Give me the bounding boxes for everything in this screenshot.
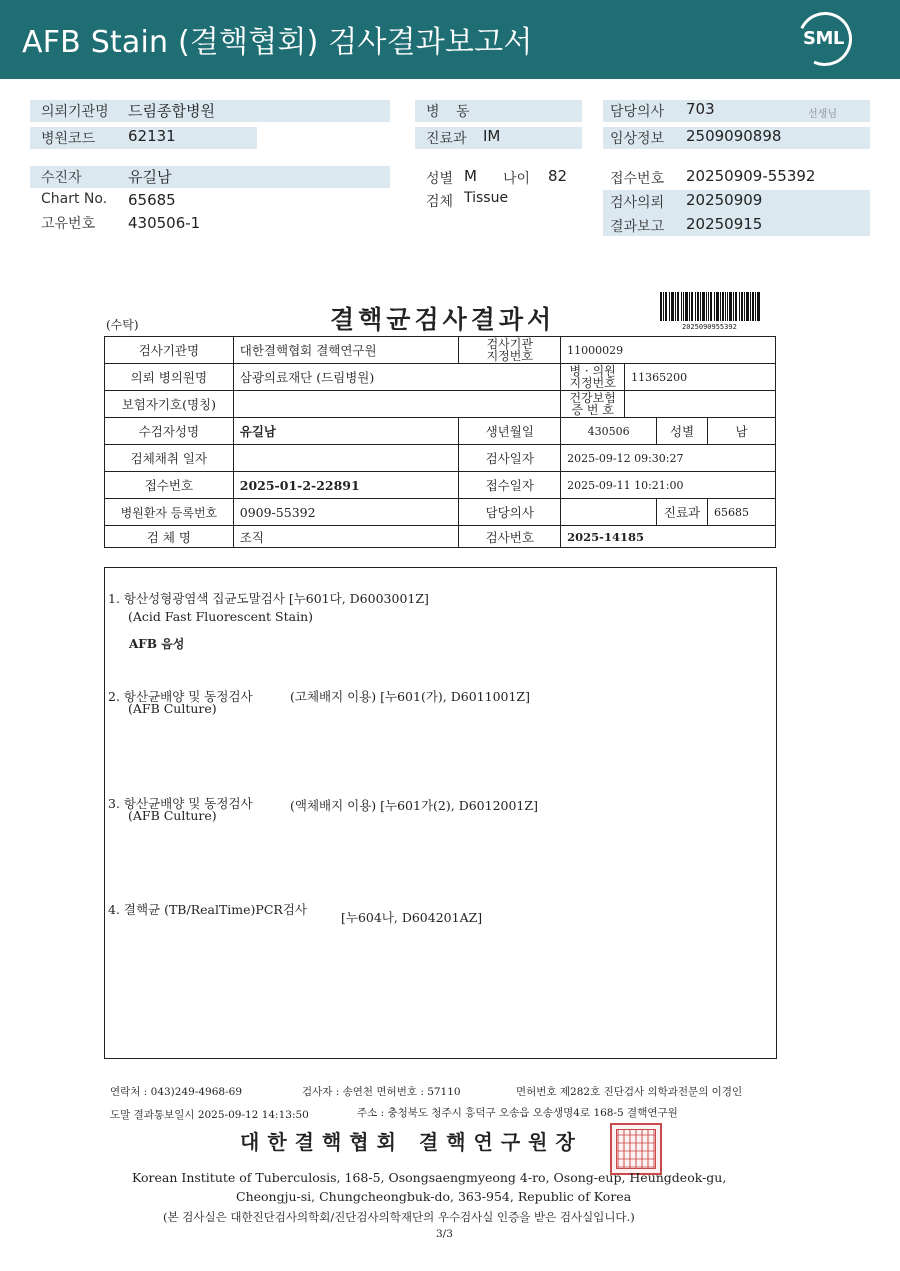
age-label: 나이 xyxy=(503,171,531,187)
cell-value: 65685 xyxy=(708,499,776,526)
cell-label: 보험자기호(명칭) xyxy=(105,391,234,418)
report-title: 결핵균검사결과서 xyxy=(330,305,556,334)
specimen-label: 검체 xyxy=(426,194,454,210)
result-item-3-sub: (AFB Culture) xyxy=(128,808,217,823)
cell-label: 접수일자 xyxy=(459,472,561,499)
cell-label: 검사기관 지정번호 xyxy=(459,337,561,364)
result-item-3-detail: (액체배지 이용) [누601가(2), D6012001Z] xyxy=(290,798,538,813)
table-row xyxy=(105,526,776,548)
request-label: 검사의뢰 xyxy=(610,195,665,211)
chart-value: 65685 xyxy=(128,191,176,209)
cell-value: 11000029 xyxy=(561,337,776,364)
barcode-number: 2025090955392 xyxy=(682,323,737,331)
footer-contact: 연락처 : 043)249-4968-69 xyxy=(110,1086,242,1098)
doctor-suffix: 선생님 xyxy=(808,109,837,120)
cell-value: 대한결핵협회 결핵연구원 xyxy=(233,337,459,364)
doctor-value: 703 xyxy=(686,100,715,118)
report-header xyxy=(0,0,900,79)
cell-label: 병 · 의원 지정번호 xyxy=(561,364,625,391)
cell-value xyxy=(625,391,776,418)
result-item-1-result: AFB 음성 xyxy=(129,637,185,651)
suktak-label: (수탁) xyxy=(106,318,139,332)
request-value: 20250909 xyxy=(686,191,763,209)
cell-value: 2025-14185 xyxy=(561,526,776,548)
table-row xyxy=(105,472,776,499)
footer-report-time: 도말 결과통보일시 2025-09-12 14:13:50 xyxy=(110,1109,309,1121)
page-title: AFB Stain (결핵협회) 검사결과보고서 xyxy=(22,25,533,60)
dept-label: 진료과 xyxy=(426,131,467,147)
barcode-icon xyxy=(660,292,760,321)
result-item-4-detail: [누604나, D604201AZ] xyxy=(341,910,483,925)
table-row xyxy=(105,445,776,472)
cell-label: 수검자성명 xyxy=(105,418,234,445)
cell-label: 접수번호 xyxy=(105,472,234,499)
reception-value: 20250909-55392 xyxy=(686,167,816,185)
result-item-3: 3. 항산균배양 및 동정검사 xyxy=(108,796,253,811)
footer-address: 주소 : 충청북도 청주시 흥덕구 오송읍 오송생명4로 168-5 결핵연구원 xyxy=(357,1107,678,1119)
table-row xyxy=(105,364,776,391)
cell-value: 2025-09-11 10:21:00 xyxy=(561,472,776,499)
cell-label: 담당의사 xyxy=(459,499,561,526)
cell-label: 성별 xyxy=(657,418,708,445)
result-item-1-sub: (Acid Fast Fluorescent Stain) xyxy=(128,609,314,624)
sml-logo-icon: SML xyxy=(798,12,854,68)
cell-label: 검사일자 xyxy=(459,445,561,472)
report-value: 20250915 xyxy=(686,215,763,233)
chart-label: Chart No. xyxy=(41,191,108,207)
official-seal-icon xyxy=(610,1123,662,1175)
footer-tester: 검사자 : 송연천 면허번호 : 57110 xyxy=(302,1086,461,1098)
report-info-table xyxy=(104,336,776,548)
table-row xyxy=(105,391,776,418)
cell-label: 의뢰 병의원명 xyxy=(105,364,234,391)
institute-name: 대한결핵협회 결핵연구원장 xyxy=(240,1130,583,1154)
cell-value: 430506 xyxy=(561,418,657,445)
cell-label: 검체채취 일자 xyxy=(105,445,234,472)
ward-label: 병 동 xyxy=(426,104,476,120)
hospital-label: 의뢰기관명 xyxy=(41,104,109,120)
cell-label: 검 체 명 xyxy=(105,526,234,548)
cell-value: 11365200 xyxy=(625,364,776,391)
clinical-value: 2509090898 xyxy=(686,127,782,145)
cell-label: 진료과 xyxy=(657,499,708,526)
cell-value: 2025-01-2-22891 xyxy=(233,472,459,499)
hospital-code-label: 병원코드 xyxy=(41,131,96,147)
sex-value: M xyxy=(464,167,477,185)
footer-certified: (본 검사실은 대한진단검사의학회/진단검사의학재단의 우수검사실 인증을 받은 검사실입니다.) xyxy=(163,1210,635,1224)
results-box xyxy=(104,567,777,1059)
cell-value: 삼광의료재단 (드림병원) xyxy=(233,364,560,391)
cell-label: 검사기관명 xyxy=(105,337,234,364)
hospital-value: 드림종합병원 xyxy=(128,102,215,120)
cell-value xyxy=(233,445,459,472)
cell-label: 검사번호 xyxy=(459,526,561,548)
result-item-2-detail: (고체배지 이용) [누601(가), D6011001Z] xyxy=(290,689,530,704)
result-item-2: 2. 항산균배양 및 동정검사 xyxy=(108,689,253,704)
cell-value: 조직 xyxy=(233,526,459,548)
specimen-value: Tissue xyxy=(464,190,509,206)
page-number: 3/3 xyxy=(436,1228,453,1240)
clinical-label: 임상정보 xyxy=(610,131,665,147)
footer-license: 면허번호 제282호 진단검사 의학과전문의 이경인 xyxy=(516,1086,743,1098)
uid-value: 430506-1 xyxy=(128,214,201,232)
uid-label: 고유번호 xyxy=(41,216,96,232)
patient-value: 유길남 xyxy=(128,168,172,186)
dept-value: IM xyxy=(483,127,501,145)
cell-value xyxy=(233,391,560,418)
cell-value: 유길남 xyxy=(233,418,459,445)
report-label: 결과보고 xyxy=(610,219,665,235)
age-value: 82 xyxy=(548,167,568,185)
patient-label: 수진자 xyxy=(41,170,82,186)
result-item-2-sub: (AFB Culture) xyxy=(128,701,217,716)
table-row xyxy=(105,499,776,526)
cell-label: 병원환자 등록번호 xyxy=(105,499,234,526)
sex-label: 성별 xyxy=(426,171,454,187)
footer-english-2: Cheongju-si, Chungcheongbuk-do, 363-954, Republic of Korea xyxy=(236,1189,632,1204)
table-row xyxy=(105,337,776,364)
cell-value: 남 xyxy=(708,418,776,445)
cell-label: 생년월일 xyxy=(459,418,561,445)
cell-value xyxy=(561,499,657,526)
reception-label: 접수번호 xyxy=(610,171,665,187)
result-item-4: 4. 결핵균 (TB/RealTime)PCR검사 xyxy=(108,902,307,917)
hospital-code-value: 62131 xyxy=(128,127,176,145)
doctor-label: 담당의사 xyxy=(610,104,665,120)
footer-english-1: Korean Institute of Tuberculosis, 168-5, Osongsaengmyeong 4-ro, Osong-eup, Heungdeok-gu, xyxy=(132,1170,727,1185)
cell-value: 2025-09-12 09:30:27 xyxy=(561,445,776,472)
table-row xyxy=(105,418,776,445)
cell-label: 건강보험 증 번 호 xyxy=(561,391,625,418)
result-item-1: 1. 항산성형광염색 집균도말검사 [누601다, D6003001Z] xyxy=(108,591,429,606)
cell-value: 0909-55392 xyxy=(233,499,459,526)
